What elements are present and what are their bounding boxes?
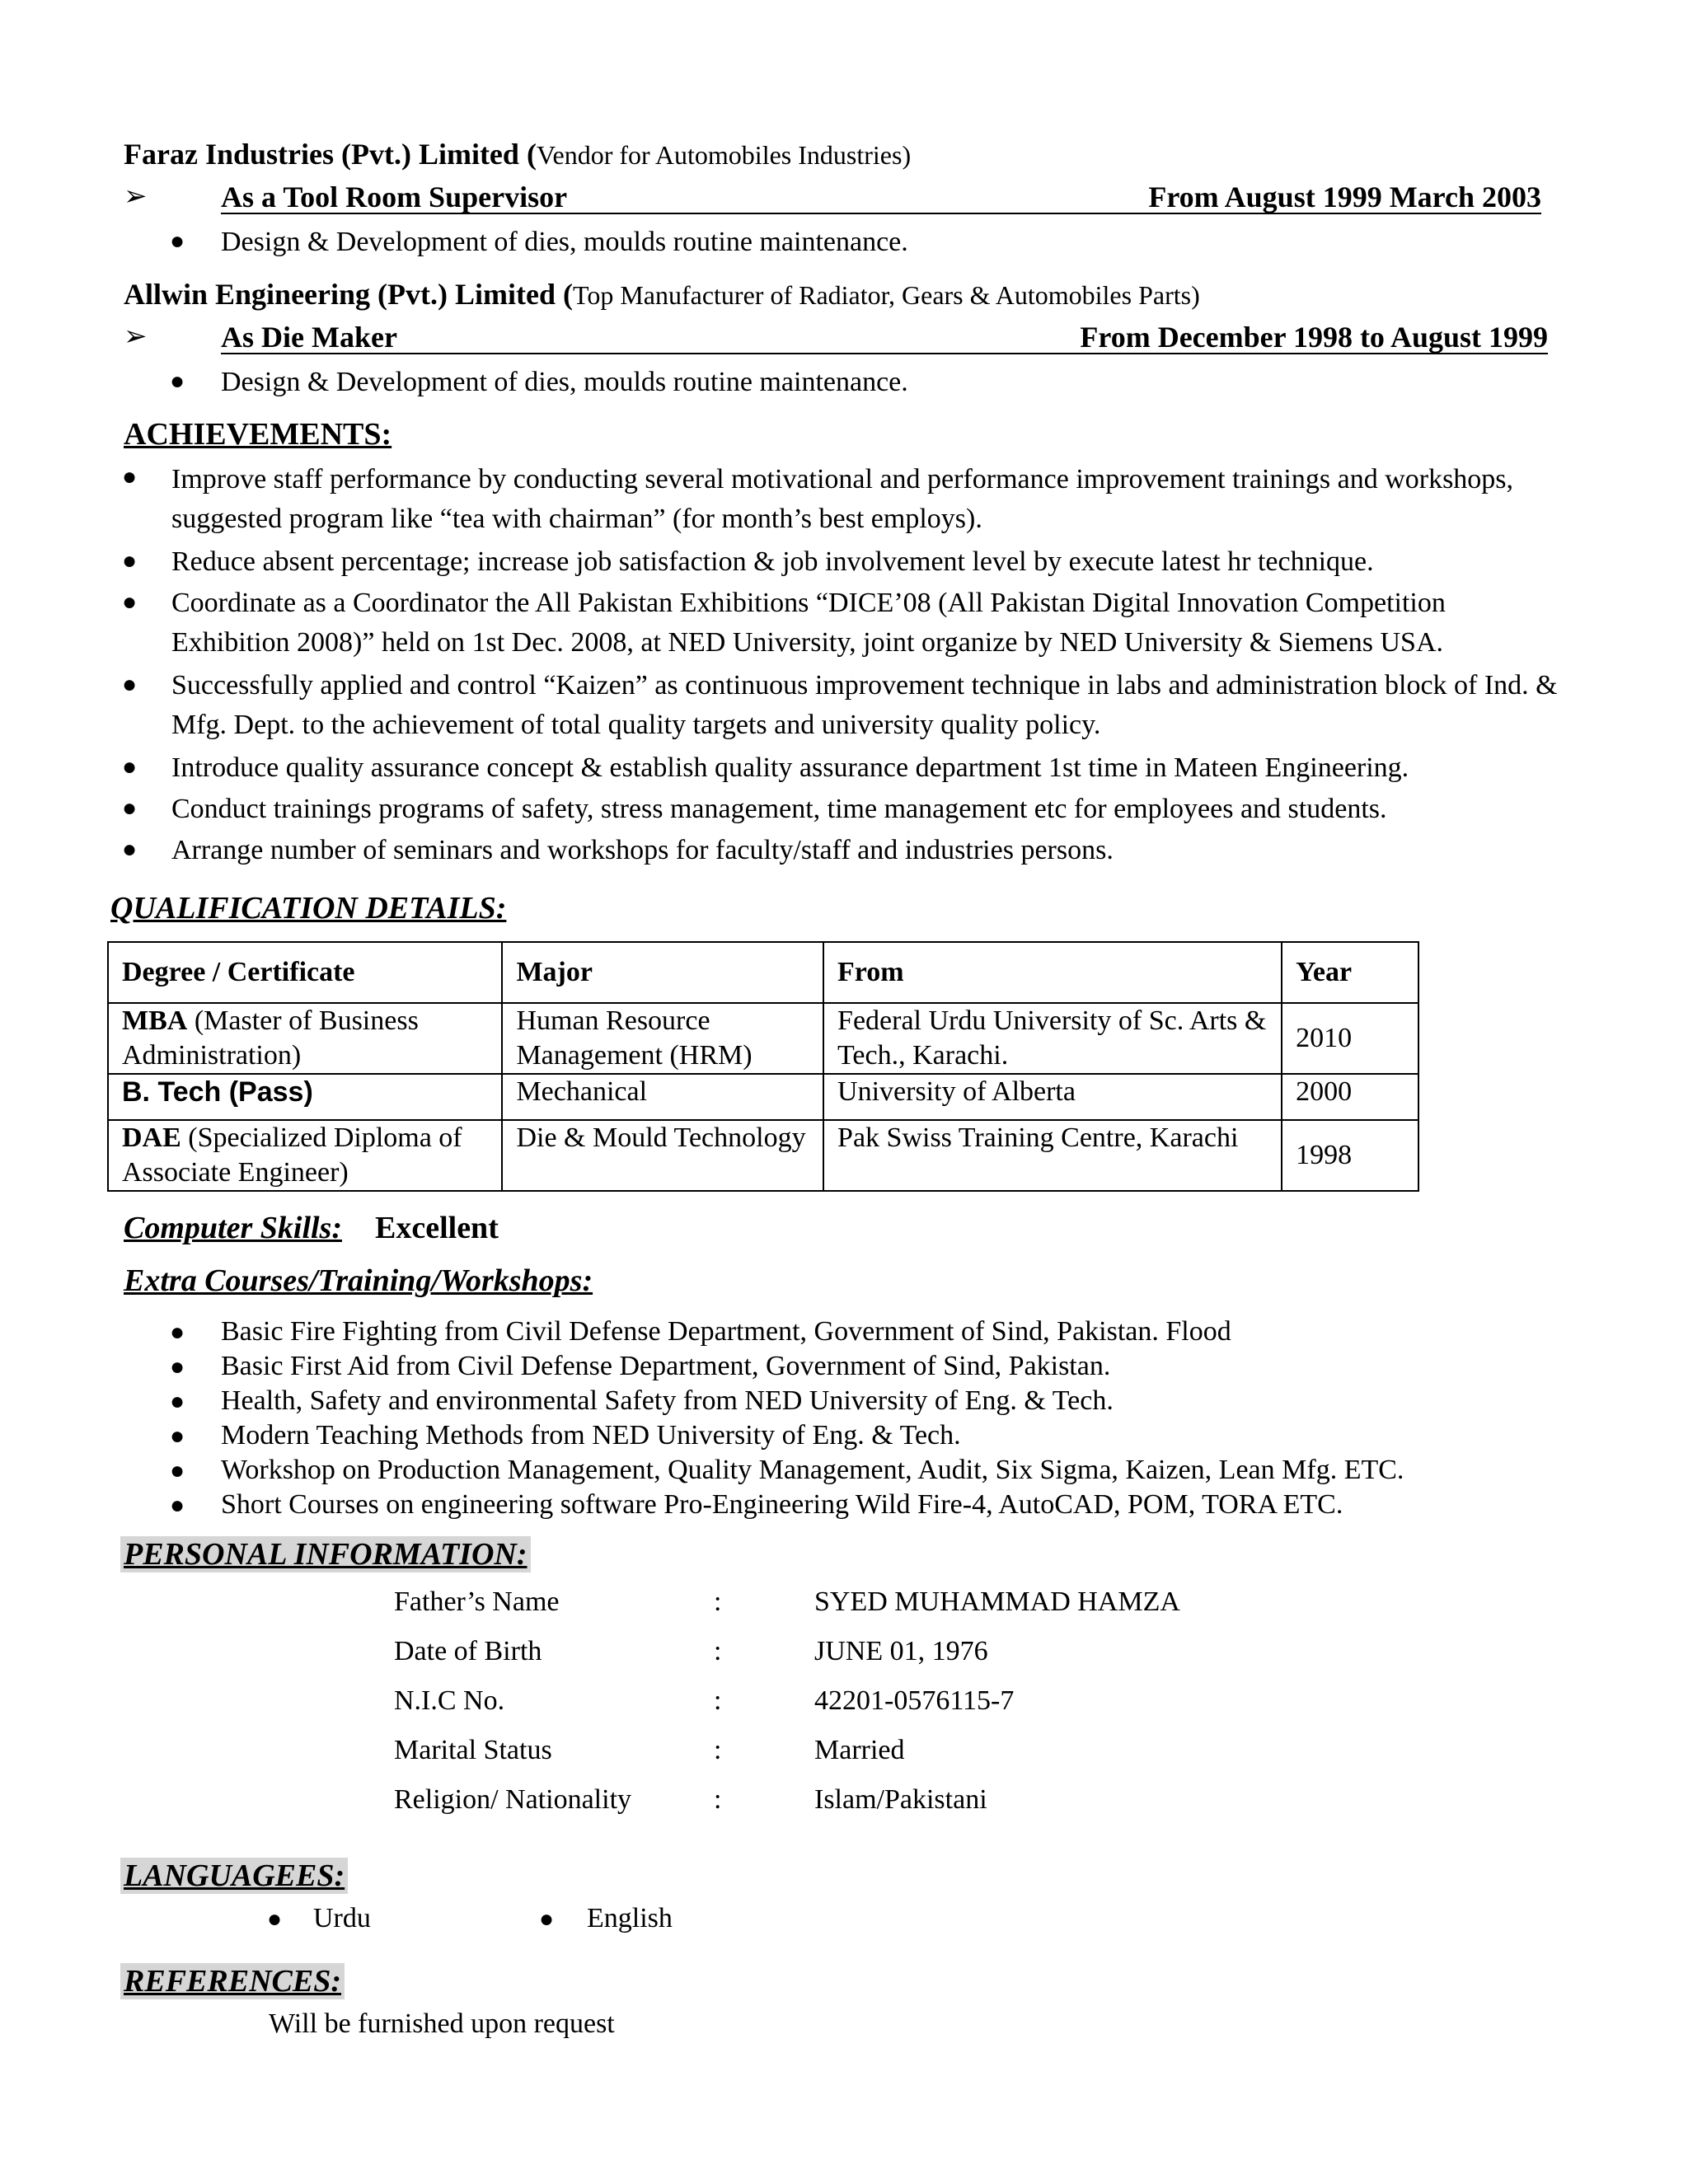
job-period: From December 1998 to August 1999 — [1080, 321, 1548, 354]
achievements-heading: ACHIEVEMENTS: — [124, 417, 392, 452]
job-title-line — [221, 180, 1541, 214]
personal-info-heading: PERSONAL INFORMATION: — [120, 1536, 531, 1572]
bullet-icon: ● — [170, 1353, 185, 1380]
personal-info-label: Date of Birth — [394, 1636, 542, 1666]
personal-info-value: Married — [814, 1735, 905, 1765]
institution-cell: Federal Urdu University of Sc. Arts & Tech., Karachi. — [823, 1003, 1282, 1074]
bullet-icon: ● — [122, 753, 138, 780]
column-header: Major — [502, 942, 823, 1003]
bullet-icon: ● — [122, 588, 138, 616]
achievement-item: Successfully applied and control “Kaizen” as continuous improvement technique in labs and administration block of Ind. & Mfg. Dept. to the achievement of total quality targets and university quality policy. — [171, 670, 1558, 740]
computer-skills — [124, 1210, 499, 1246]
bullet-icon: ● — [170, 227, 185, 255]
table-row — [108, 1074, 1418, 1120]
year-cell: 1998 — [1282, 1120, 1418, 1191]
bullet-icon: ● — [122, 463, 138, 490]
personal-info-separator: : — [714, 1586, 722, 1617]
job-period: From August 1999 March 2003 — [1148, 180, 1541, 213]
column-header: Degree / Certificate — [108, 942, 502, 1003]
bullet-icon: ● — [170, 368, 185, 395]
degree-cell — [108, 1003, 502, 1074]
table-header-row — [108, 942, 1418, 1003]
personal-info-separator: : — [714, 1784, 722, 1815]
course-item: Basic First Aid from Civil Defense Department, Government of Sind, Pakistan. — [221, 1351, 1111, 1381]
major-cell: Die & Mould Technology — [502, 1120, 823, 1191]
personal-info-value: SYED MUHAMMAD HAMZA — [814, 1586, 1180, 1617]
year-cell: 2010 — [1282, 1003, 1418, 1074]
course-item: Workshop on Production Management, Quality Management, Audit, Six Sigma, Kaizen, Lean Mfg. ETC. — [221, 1455, 1404, 1485]
qualification-heading: QUALIFICATION DETAILS: — [110, 891, 507, 926]
major-cell: Mechanical — [502, 1074, 823, 1120]
language-item: English — [587, 1903, 673, 1933]
degree-cell — [108, 1074, 502, 1120]
personal-info-value: Islam/Pakistani — [814, 1784, 987, 1815]
bullet-icon: ● — [122, 836, 138, 863]
personal-info-value: JUNE 01, 1976 — [814, 1636, 988, 1666]
job-duty: Design & Development of dies, moulds routine maintenance. — [221, 227, 908, 257]
course-item: Health, Safety and environmental Safety from NED University of Eng. & Tech. — [221, 1385, 1114, 1416]
bullet-icon: ● — [539, 1905, 555, 1933]
achievement-item: Arrange number of seminars and workshops for faculty/staff and industries persons. — [171, 835, 1114, 865]
personal-info-separator: : — [714, 1636, 722, 1666]
degree-detail: (Specialized Diploma of Associate Engineer) — [122, 1122, 462, 1188]
personal-info-label: Father’s Name — [394, 1586, 560, 1617]
job-role: As a Tool Room Supervisor — [221, 180, 568, 213]
computer-skills-label: Computer Skills: — [124, 1211, 342, 1245]
job-duty: Design & Development of dies, moulds routine maintenance. — [221, 367, 908, 397]
bullet-icon: ● — [122, 794, 138, 822]
bullet-icon: ● — [122, 547, 138, 574]
degree-name: B. Tech (Pass) — [122, 1076, 313, 1108]
institution-cell: University of Alberta — [823, 1074, 1282, 1120]
bullet-icon: ● — [170, 1319, 185, 1346]
personal-info-label: Religion/ Nationality — [394, 1784, 632, 1815]
bullet-icon: ● — [267, 1905, 283, 1933]
achievement-item: Introduce quality assurance concept & establish quality assurance department 1st time in Mateen Engineering. — [171, 752, 1409, 783]
degree-name: MBA — [122, 1005, 188, 1036]
bullet-icon: ● — [122, 671, 138, 698]
year-cell: 2000 — [1282, 1074, 1418, 1120]
personal-info-separator: : — [714, 1685, 722, 1716]
bullet-icon: ● — [170, 1422, 185, 1450]
degree-detail: (Master of Business Administration) — [122, 1005, 419, 1071]
company-note: Top Manufacturer of Radiator, Gears & Automobiles Parts — [573, 280, 1192, 310]
job-title-line — [221, 320, 1548, 354]
bullet-icon: ● — [170, 1457, 185, 1484]
bullet-icon: ● — [170, 1492, 185, 1519]
job-role: As Die Maker — [221, 321, 397, 354]
personal-info-label: N.I.C No. — [394, 1685, 505, 1716]
company-name: Faraz Industries (Pvt.) Limited — [124, 138, 519, 171]
language-item: Urdu — [313, 1903, 371, 1933]
institution-cell: Pak Swiss Training Centre, Karachi — [823, 1120, 1282, 1191]
achievement-item: Improve staff performance by conducting several motivational and performance improvement trainings and workshops, suggested program like “tea with chairman” (for month’s best employs). — [171, 464, 1514, 534]
courses-heading: Extra Courses/Training/Workshops: — [124, 1263, 593, 1298]
company-heading: Allwin Engineering (Pvt.) Limited (Top Manufacturer of Radiator, Gears & Automobiles Parts) — [124, 278, 1200, 311]
column-header: Year — [1282, 942, 1418, 1003]
achievement-item: Reduce absent percentage; increase job satisfaction & job involvement level by execute latest hr technique. — [171, 546, 1374, 577]
company-name: Allwin Engineering (Pvt.) Limited — [124, 278, 556, 311]
degree-cell — [108, 1120, 502, 1191]
column-header: From — [823, 942, 1282, 1003]
achievement-item: Coordinate as a Coordinator the All Pakistan Exhibitions “DICE’08 (All Pakistan Digital Innovation Competition Exhibition 2008)” held on 1st Dec. 2008, at NED University, joint organize by NED University & Siemens USA. — [171, 588, 1446, 658]
table-row — [108, 1003, 1418, 1074]
company-heading: Faraz Industries (Pvt.) Limited (Vendor for Automobiles Industries) — [124, 138, 912, 171]
personal-info-separator: : — [714, 1735, 722, 1765]
table-row — [108, 1120, 1418, 1191]
degree-name: DAE — [122, 1122, 181, 1153]
references-heading: REFERENCES: — [120, 1963, 345, 1999]
arrow-bullet-icon: ➢ — [124, 181, 148, 212]
qualification-table — [107, 941, 1419, 1192]
major-cell: Human Resource Management (HRM) — [502, 1003, 823, 1074]
course-item: Short Courses on engineering software Pro-Engineering Wild Fire-4, AutoCAD, POM, TORA ETC. — [221, 1489, 1343, 1520]
bullet-icon: ● — [170, 1388, 185, 1415]
course-item: Basic Fire Fighting from Civil Defense Department, Government of Sind, Pakistan. Flood — [221, 1316, 1231, 1347]
languages-heading: LANGUAGEES: — [120, 1858, 348, 1894]
personal-info-value: 42201-0576115-7 — [814, 1685, 1015, 1716]
company-note: Vendor for Automobiles Industries — [536, 140, 903, 170]
course-item: Modern Teaching Methods from NED University of Eng. & Tech. — [221, 1420, 961, 1451]
references-text: Will be furnished upon request — [269, 2008, 615, 2039]
personal-info-label: Marital Status — [394, 1735, 552, 1765]
arrow-bullet-icon: ➢ — [124, 321, 148, 352]
computer-skills-value: Excellent — [375, 1211, 499, 1245]
achievement-item: Conduct trainings programs of safety, stress management, time management etc for employees and students. — [171, 794, 1387, 824]
